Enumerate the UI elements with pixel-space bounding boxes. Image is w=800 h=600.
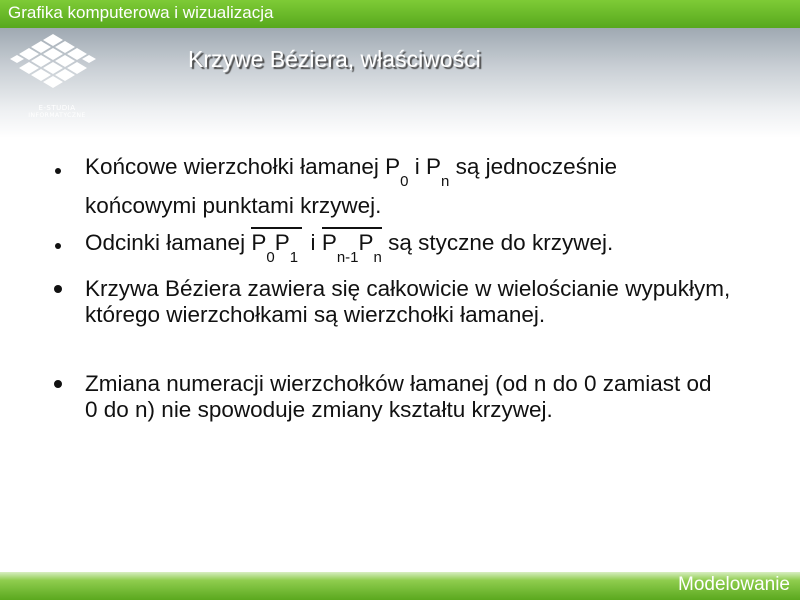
segment-pn1-pn [321,230,382,266]
slide-title: Krzywe Béziera, właściwości [188,46,481,72]
bullet-2-text-mid: i [298,230,322,255]
bullet-2 [85,230,765,266]
bullet-3-text: Krzywa Béziera zawiera się całkowicie w wielościanie wypukłym, którego wierzchołkami są wierzchołki łamanej. [85,276,731,327]
bullet-1-sub-0: 0 [400,173,409,190]
bullet-1-text-a: Końcowe wierzchołki łamanej P [85,154,401,179]
logo-line-2: INFORMATYCZNE [28,112,86,119]
bullet-1-text-mid: i P [408,154,442,179]
bullet-2-dot [55,243,61,249]
pn-letter: P [358,230,374,255]
bullet-2-text-a: Odcinki łamanej [85,230,252,255]
bullet-4 [85,371,725,423]
bullet-3-dot [54,285,62,293]
bullet-2-text-b: są styczne do krzywej. [381,230,614,255]
bullet-1-line-2: końcowymi punktami krzywej. [85,193,382,218]
p1-sub: 1 [289,249,299,266]
bullet-4-text: Zmiana numeracji wierzchołków łamanej (od n do 0 zamiast od 0 do n) nie spowoduje zmiany kształtu krzywej. [85,371,712,422]
bullet-1-line-1 [85,154,765,190]
bullet-4-dot [54,380,62,388]
bullet-1-text-b: są jednocześnie [449,154,617,179]
p0-sub: 0 [266,249,275,266]
logo-line-1: E-STUDIA [38,104,76,112]
p1-letter: P [274,230,290,255]
pn-sub: n [373,249,382,266]
pn1-letter: P [321,230,337,255]
bullet-1-dot [55,168,61,174]
bullet-3 [85,276,745,328]
course-title: Grafika komputerowa i wizualizacja [8,3,274,22]
bullet-1-sub-n: n [441,173,450,190]
segment-p0-p1 [251,230,299,266]
pn1-sub: n-1 [336,249,359,266]
bullet-1 [85,155,765,218]
p0-letter: P [251,230,267,255]
footer-label: Modelowanie [678,574,790,595]
footer-bar [0,572,800,600]
